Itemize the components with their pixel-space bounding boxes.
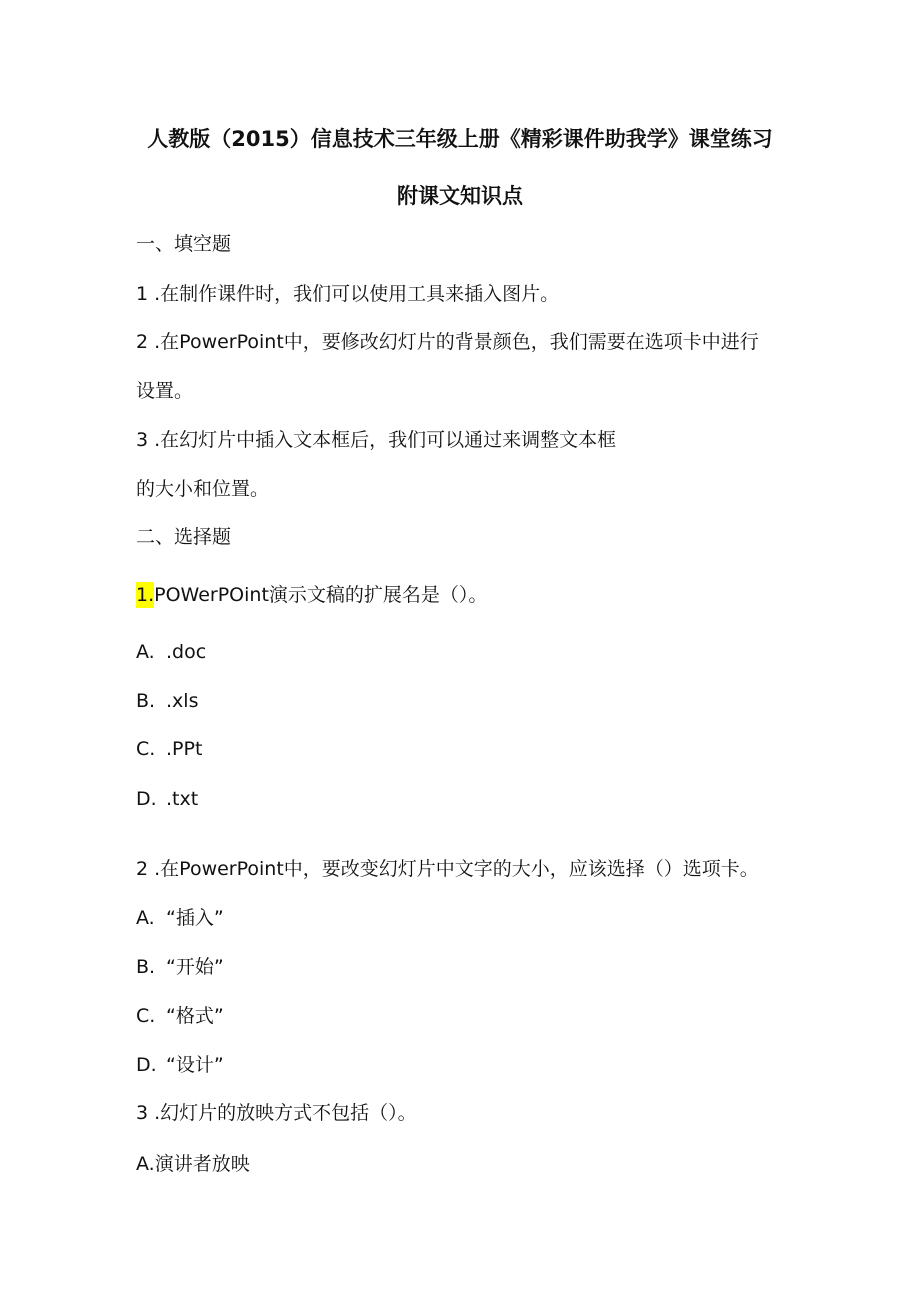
fill-blank-item-2-continuation: 设置。 (136, 380, 194, 402)
fill-blank-item-3-continuation: 的大小和位置。 (136, 478, 270, 500)
option-text: “开始” (166, 956, 224, 978)
option-letter: B. (136, 690, 156, 712)
item-text: .在幻灯片中插入文本框后，我们可以通过来调整文本框 (148, 429, 617, 451)
q3-option-a: A.演讲者放映 (136, 1153, 250, 1175)
option-text: .xls (166, 690, 199, 712)
question-number: 3 (136, 1102, 149, 1124)
section-heading-multiple-choice: 二、选择题 (136, 526, 232, 548)
question-number-highlighted: 1. (136, 584, 155, 606)
question-text: POWerPOint演示文稿的扩展名是（）。 (154, 584, 488, 606)
fill-blank-item-1 (136, 281, 559, 307)
fill-blank-item-3 (136, 427, 616, 453)
q2-option-b (136, 954, 224, 980)
option-text: “设计” (166, 1054, 224, 1076)
option-letter: D. (136, 788, 157, 810)
option-text: .PPt (166, 738, 203, 760)
item-text: .在PowerPoint中，要修改幻灯片的背景颜色，我们需要在选项卡中进行 (148, 331, 759, 353)
option-letter: B. (136, 956, 156, 978)
document-title-line-1: 人教版（2015）信息技术三年级上册《精彩课件助我学》课堂练习 (147, 127, 773, 151)
item-number: 1 (136, 283, 149, 305)
option-letter: D. (136, 1054, 157, 1076)
choice-question-1 (136, 582, 487, 608)
choice-question-3 (136, 1100, 417, 1126)
option-letter: C. (136, 738, 156, 760)
item-number: 3 (136, 429, 149, 451)
document-title-line-2: 附课文知识点 (397, 184, 523, 208)
q2-option-a (136, 905, 224, 931)
question-text: .幻灯片的放映方式不包括（）。 (148, 1102, 417, 1124)
q1-option-a (136, 639, 206, 665)
q1-option-d (136, 786, 198, 812)
question-number: 2 (136, 858, 149, 880)
option-letter: A. (136, 641, 155, 663)
option-text: “格式” (166, 1005, 224, 1027)
fill-blank-item-2 (136, 329, 759, 355)
option-letter: A. (136, 907, 155, 929)
option-text: .txt (166, 788, 199, 810)
item-number: 2 (136, 331, 149, 353)
question-text: .在PowerPoint中，要改变幻灯片中文字的大小，应该选择（）选项卡。 (148, 858, 759, 880)
q1-option-b (136, 688, 198, 714)
option-text: “插入” (166, 907, 224, 929)
q1-option-c (136, 736, 202, 762)
option-text: .doc (166, 641, 207, 663)
q2-option-d (136, 1052, 224, 1078)
q2-option-c (136, 1003, 224, 1029)
section-heading-fill-blank: 一、填空题 (136, 233, 232, 255)
item-text: .在制作课件时，我们可以使用工具来插入图片。 (148, 283, 560, 305)
option-letter: C. (136, 1005, 156, 1027)
choice-question-2 (136, 856, 759, 882)
